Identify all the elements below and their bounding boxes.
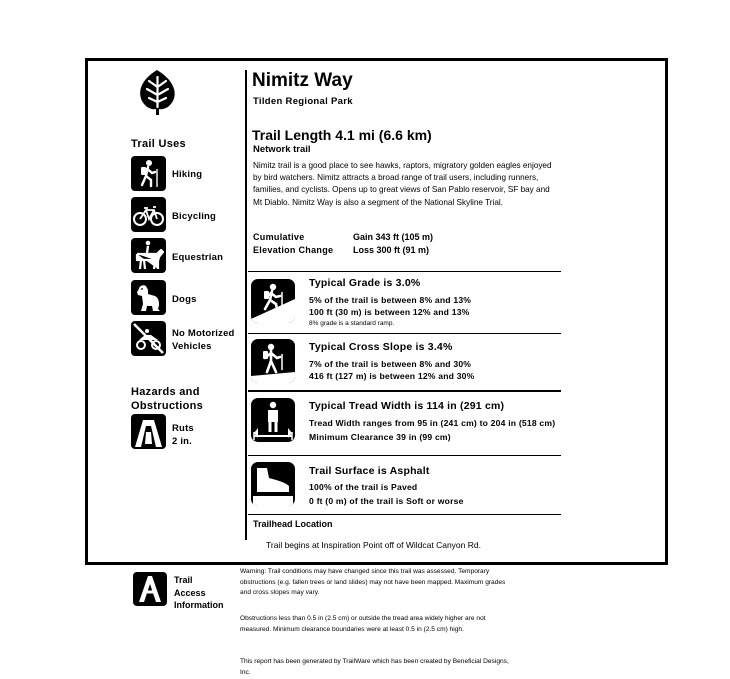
- grade-line-1: 5% of the trail is between 8% and 13%: [309, 295, 472, 305]
- no-motorized-vehicles-icon: [131, 321, 166, 356]
- trail-access-label-line-2: Access: [174, 587, 206, 598]
- tread-width-icon: [251, 398, 295, 442]
- hiker-icon: [131, 156, 166, 191]
- trail-use-label: Equestrian: [172, 252, 224, 263]
- vehicles-label-line: Vehicles: [172, 341, 212, 352]
- ruts-label: [172, 422, 194, 448]
- no-motorized-label-line: No Motorized: [172, 328, 235, 339]
- ruts-value: 2 in.: [172, 436, 193, 447]
- surface-shoe-icon: [251, 462, 295, 506]
- cross-slope-line-2: 416 ft (127 m) is between 12% and 30%: [309, 371, 475, 381]
- bicycle-icon: [131, 197, 166, 232]
- section-divider: [248, 333, 561, 334]
- surface-line-1: 100% of the trail is Paved: [309, 482, 418, 492]
- surface-line-2: 0 ft (0 m) of the trail is Soft or worse: [309, 496, 464, 506]
- trail-use-label: Dogs: [172, 294, 197, 305]
- tread-width-heading: Typical Tread Width is 114 in (291 cm): [309, 400, 505, 412]
- trailhead-heading: Trailhead Location: [253, 519, 333, 529]
- ruts-icon: [131, 414, 166, 449]
- trail-access-label-line-3: Information: [174, 600, 224, 611]
- section-divider: [248, 455, 561, 456]
- tread-width-line-1: Tread Width ranges from 95 in (241 cm) to 204 in (518 cm): [309, 418, 556, 428]
- cross-slope-heading: Typical Cross Slope is 3.4%: [309, 341, 453, 353]
- ruts-label-text: Ruts: [172, 423, 194, 434]
- grade-hiker-icon: [251, 279, 295, 323]
- surface-heading: Trail Surface is Asphalt: [309, 465, 430, 477]
- elevation-gain: Gain 343 ft (105 m): [353, 232, 434, 242]
- credit-note: This report has been generated by TrailWare which has been created by Beneficial Designs, Inc.: [240, 658, 509, 676]
- hazards-heading-line-2: Obstructions: [131, 400, 204, 412]
- park-name: Tilden Regional Park: [253, 96, 353, 107]
- dog-icon: [131, 280, 166, 315]
- hazards-heading: [131, 385, 203, 413]
- trail-use-label: Hiking: [172, 169, 203, 180]
- trail-title: Nimitz Way: [252, 70, 353, 91]
- leaf-logo-icon: [134, 67, 180, 117]
- cross-slope-icon: [251, 339, 295, 383]
- trail-type: Network trail: [253, 144, 311, 155]
- trail-access-icon: [133, 572, 167, 606]
- elevation-label-2: Elevation Change: [253, 245, 334, 255]
- horse-rider-icon: [131, 238, 166, 273]
- elevation-loss: Loss 300 ft (91 m): [353, 245, 430, 255]
- grade-line-2: 100 ft (30 m) is between 12% and 13%: [309, 307, 470, 317]
- section-divider: [248, 271, 561, 272]
- cross-slope-line-1: 7% of the trail is between 8% and 30%: [309, 359, 472, 369]
- section-divider: [248, 390, 561, 392]
- column-divider: [245, 70, 247, 540]
- obstructions-note: Obstructions less than 0.5 in (2.5 cm) or outside the tread area widely higher are not measured. Minimum clearance boundaries were at least 0.5 in (2.5 cm) high.: [240, 615, 486, 633]
- elevation-label-1: Cumulative: [253, 232, 305, 242]
- trailhead-text: Trail begins at Inspiration Point off of Wildcat Canyon Rd.: [266, 540, 481, 550]
- trail-description: Nimitz trail is a good place to see hawks, raptors, migratory golden eagles enjoyed by bird watchers. Nimitz attracts a broad range of trail users, including runners, families, and cyclists. Opens up to great views of San Pablo reservoir, SF bay and Mt Diablo. Nimitz Way is also a segment of the National Skyline Trial.: [253, 161, 552, 207]
- hazards-heading-line-1: Hazards and: [131, 386, 200, 398]
- grade-heading: Typical Grade is 3.0%: [309, 277, 421, 289]
- trail-access-label: [174, 574, 224, 612]
- trail-access-label-line-1: Trail: [174, 575, 193, 585]
- grade-note: 8% grade is a standard ramp.: [309, 320, 395, 327]
- warning-note: Warning: Trail conditions may have changed since this trail was assessed. Temporary obstructions (e.g. fallen trees or land slides) may not have been mapped. Maximum grades and cross slopes may vary.: [240, 568, 506, 596]
- trail-length: Trail Length 4.1 mi (6.6 km): [252, 127, 432, 143]
- trail-use-label: [172, 327, 235, 353]
- tread-width-line-2: Minimum Clearance 39 in (99 cm): [309, 432, 451, 442]
- trail-use-label: Bicycling: [172, 211, 217, 222]
- section-divider: [248, 514, 561, 515]
- trail-uses-heading: Trail Uses: [131, 138, 186, 150]
